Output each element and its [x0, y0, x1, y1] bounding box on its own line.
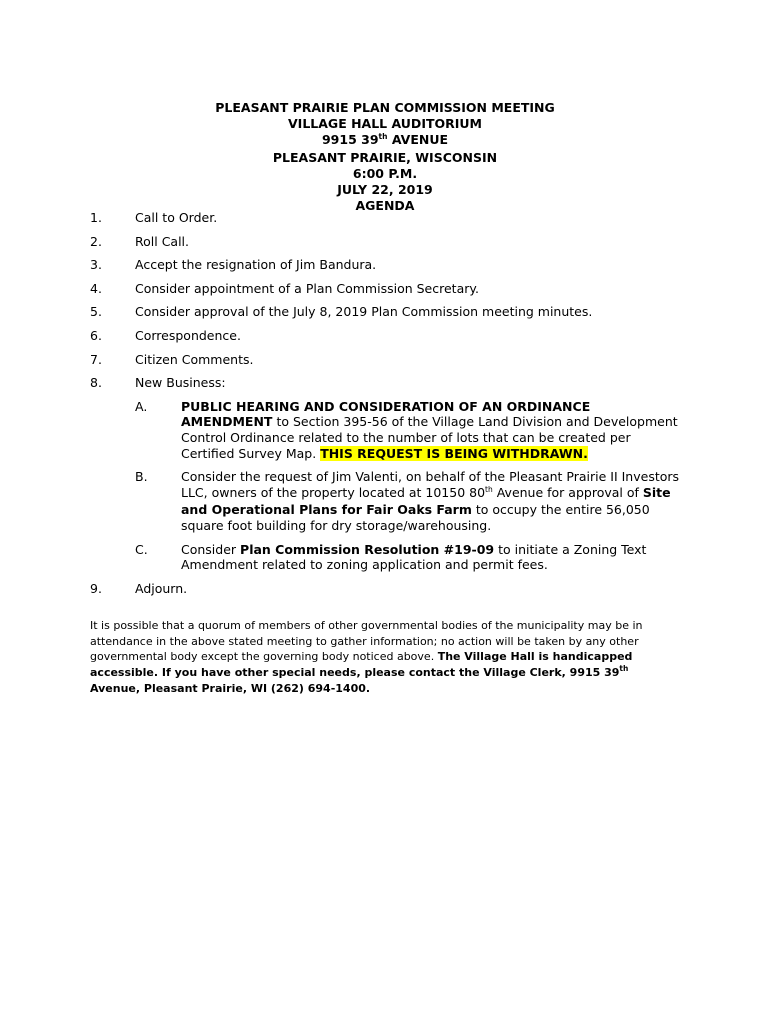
sub-item-letter: B. — [135, 469, 148, 485]
sub-item-bold-title: Site and Operational Plans for Fair Oaks Farm — [181, 484, 671, 518]
item-number: 9. — [90, 580, 102, 596]
accessibility-notice — [90, 618, 675, 697]
item-text: Roll Call. — [135, 233, 189, 249]
sub-item-text-3: to occupy the entire 56,050 square foot building for dry storage/warehousing. — [181, 502, 650, 533]
item-text: Adjourn. — [135, 580, 188, 596]
new-business-item-b — [90, 469, 680, 533]
sub-item-letter: A. — [135, 398, 148, 414]
new-business-item-a — [90, 399, 680, 461]
header-venue: VILLAGE HALL AUDITORIUM — [288, 116, 482, 131]
item-text: Correspondence. — [135, 327, 241, 343]
header-date: JULY 22, 2019 — [337, 182, 433, 197]
sub-item-text: Consider the request of Jim Valenti, on behalf of the Pleasant Prairie II Investors LLC, owners of the property located at 10150 80 — [181, 469, 680, 500]
agenda-item — [90, 581, 680, 597]
agenda-item — [90, 328, 680, 344]
item-number: 8. — [90, 375, 102, 391]
notice-bold-text: The Village Hall is handicapped accessible. If you have other special needs, please contact the Village Clerk, 9915 39 — [90, 650, 633, 679]
item-number: 2. — [90, 233, 102, 249]
agenda-item — [90, 210, 680, 226]
agenda-item-new-business — [90, 375, 680, 391]
sub-item-sup: th — [485, 484, 493, 494]
item-text: Consider approval of the July 8, 2019 Plan Commission meeting minutes. — [135, 304, 593, 320]
header-address-number: 9915 39 — [321, 132, 379, 147]
item-text: New Business: — [135, 375, 226, 391]
item-number: 4. — [90, 280, 102, 296]
header-time: 6:00 P.M. — [352, 166, 418, 181]
sub-item-bold-title: PUBLIC HEARING AND CONSIDERATION OF AN ORDINANCE AMENDMENT — [181, 398, 591, 430]
item-number: 3. — [90, 257, 102, 273]
item-number: 6. — [90, 327, 102, 343]
sub-item-text-2: Avenue for approval of — [492, 484, 643, 500]
agenda-item — [90, 257, 680, 273]
header-title: PLEASANT PRAIRIE PLAN COMMISSION MEETING — [215, 100, 555, 115]
header-agenda-label: AGENDA — [355, 198, 415, 213]
agenda-item — [90, 234, 680, 250]
item-number: 1. — [90, 210, 102, 225]
sub-item-bold-title: Plan Commission Resolution #19-09 — [240, 541, 495, 557]
item-number: 5. — [90, 304, 102, 320]
meeting-header — [0, 100, 770, 214]
header-address-street: AVENUE — [387, 132, 449, 147]
item-number: 7. — [90, 351, 102, 367]
sub-item-text: Consider — [181, 541, 241, 557]
new-business-item-c — [90, 542, 680, 573]
item-text: Accept the resignation of Jim Bandura. — [135, 257, 377, 273]
header-city: PLEASANT PRAIRIE, WISCONSIN — [272, 150, 498, 165]
sub-item-text: to Section 395-56 of the Village Land Division and Development Control Ordinance related to the number of lots that can be created per Certified Survey Map. — [181, 414, 678, 461]
notice-bold-text-2: Avenue, Pleasant Prairie, WI (262) 694-1400. — [90, 682, 371, 695]
header-address-sup: th — [378, 132, 388, 141]
item-text: Call to Order. — [135, 210, 218, 225]
withdrawn-highlight: THIS REQUEST IS BEING WITHDRAWN. — [320, 445, 588, 461]
notice-sup: th — [619, 663, 629, 673]
agenda-list — [90, 210, 680, 604]
agenda-item — [90, 281, 680, 297]
sub-item-letter: C. — [135, 541, 148, 557]
header-address — [0, 132, 770, 150]
sub-item-text-2: to initiate a Zoning Text Amendment related to zoning application and permit fees. — [181, 541, 647, 573]
agenda-item — [90, 352, 680, 368]
agenda-item — [90, 304, 680, 320]
item-text: Consider appointment of a Plan Commission Secretary. — [135, 280, 479, 296]
notice-text: It is possible that a quorum of members of other governmental bodies of the municipality may be in attendance in the above stated meeting to gather information; no action will be taken by any other governmental body except the governing body noticed above. — [90, 619, 643, 663]
item-text: Citizen Comments. — [135, 351, 254, 367]
